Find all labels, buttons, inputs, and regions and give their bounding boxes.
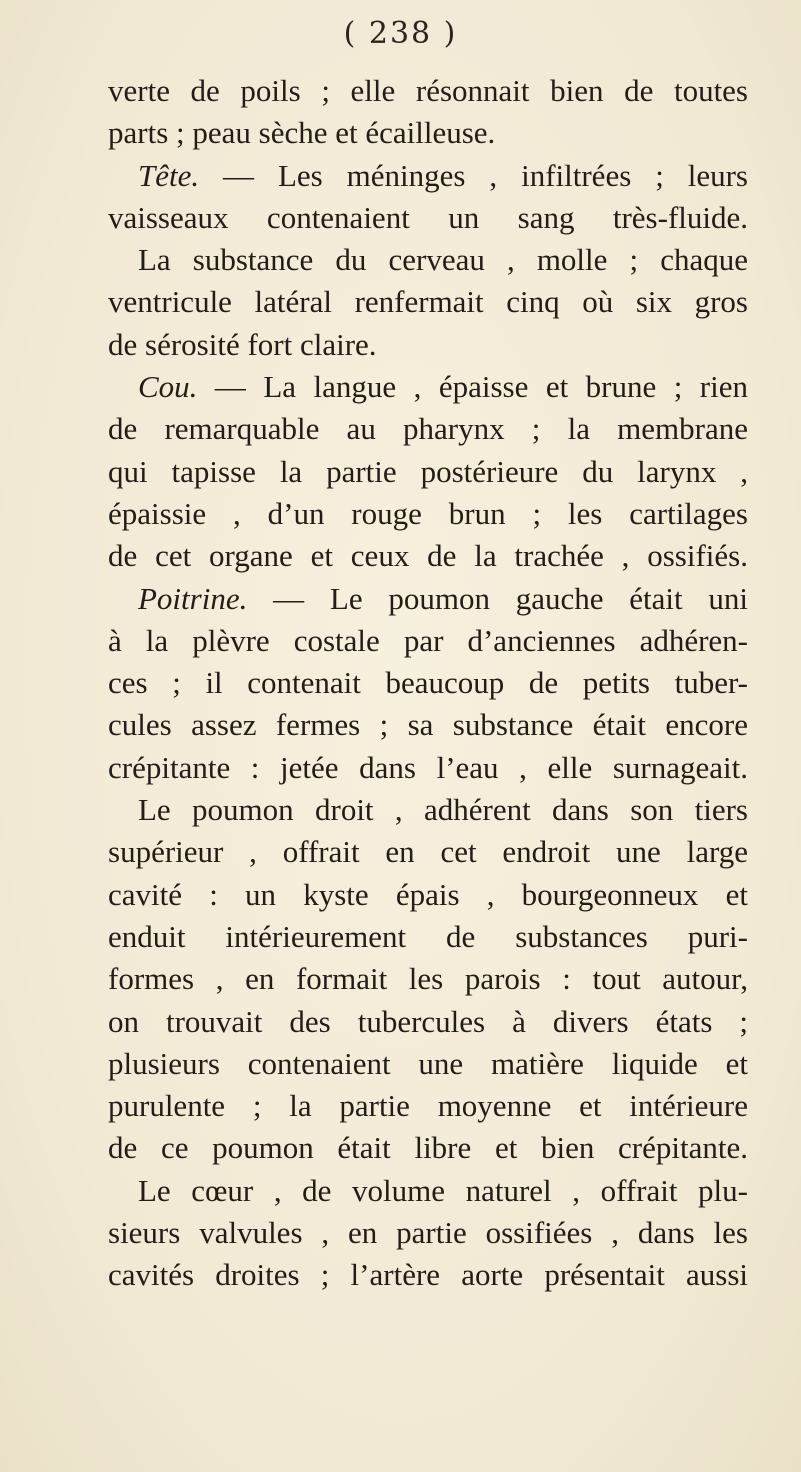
text-line: qui tapisse la partie postérieure du larynx , (108, 453, 748, 489)
section-heading: Cou. (138, 369, 198, 405)
text-line: de remarquable au pharynx ; la membrane (108, 411, 748, 447)
text-line: plusieurs contenaient une matière liquide et (108, 1045, 748, 1081)
text-line: de sérosité fort claire. (108, 326, 377, 362)
text-line: parts ; peau sèche et écailleuse. (108, 115, 496, 151)
text-line: à la plèvre costale par d’anciennes adhéren- (108, 622, 748, 658)
text-line: on trouvait des tubercules à divers états ; (108, 1003, 748, 1039)
text-line: cavités droites ; l’artère aorte présentait aussi (108, 1257, 748, 1293)
text-line: de ce poumon était libre et bien crépitante. (108, 1130, 748, 1166)
text-line: ventricule latéral renfermait cinq où six gros (108, 284, 748, 320)
text-line: cules assez fermes ; sa substance était encore (108, 707, 748, 743)
text-line: supérieur , offrait en cet endroit une large (108, 834, 748, 870)
text-line: cavité : un kyste épais , bourgeonneux et (108, 876, 748, 912)
text-line: de cet organe et ceux de la trachée , ossifiés. (108, 538, 748, 574)
text-line: Le poumon droit , adhérent dans son tiers (138, 792, 748, 828)
text-line: ces ; il contenait beaucoup de petits tuber- (108, 665, 748, 701)
text-line: sieurs valvules , en partie ossifiées , dans les (108, 1215, 748, 1251)
body-text (108, 70, 748, 1297)
text-line: épaissie , d’un rouge brun ; les cartilages (108, 495, 748, 531)
section-line-poitrine: Poitrine. — Le poumon gauche était uni (138, 580, 748, 616)
text-line: enduit intérieurement de substances puri- (108, 918, 748, 954)
text-line: verte de poils ; elle résonnait bien de toutes (108, 73, 748, 108)
text-line: formes , en formait les parois : tout autour, (108, 961, 748, 997)
text-line: La substance du cerveau , molle ; chaque (138, 242, 748, 278)
text-line: Le cœur , de volume naturel , offrait plu- (138, 1172, 748, 1208)
text-line: purulente ; la partie moyenne et intérieure (108, 1088, 748, 1124)
section-line-cou: Cou. — La langue , épaisse et brune ; rien (138, 369, 748, 405)
section-line-tete: Tête. — Les méninges , infiltrées ; leurs (138, 157, 748, 193)
text-line: crépitante : jetée dans l’eau , elle surnageait. (108, 749, 748, 785)
section-heading: Poitrine. (138, 580, 248, 616)
page-number: ( 238 ) (343, 16, 458, 51)
section-heading: Tête. (138, 157, 200, 193)
text-line: vaisseaux contenaient un sang très-fluide. (108, 199, 748, 235)
